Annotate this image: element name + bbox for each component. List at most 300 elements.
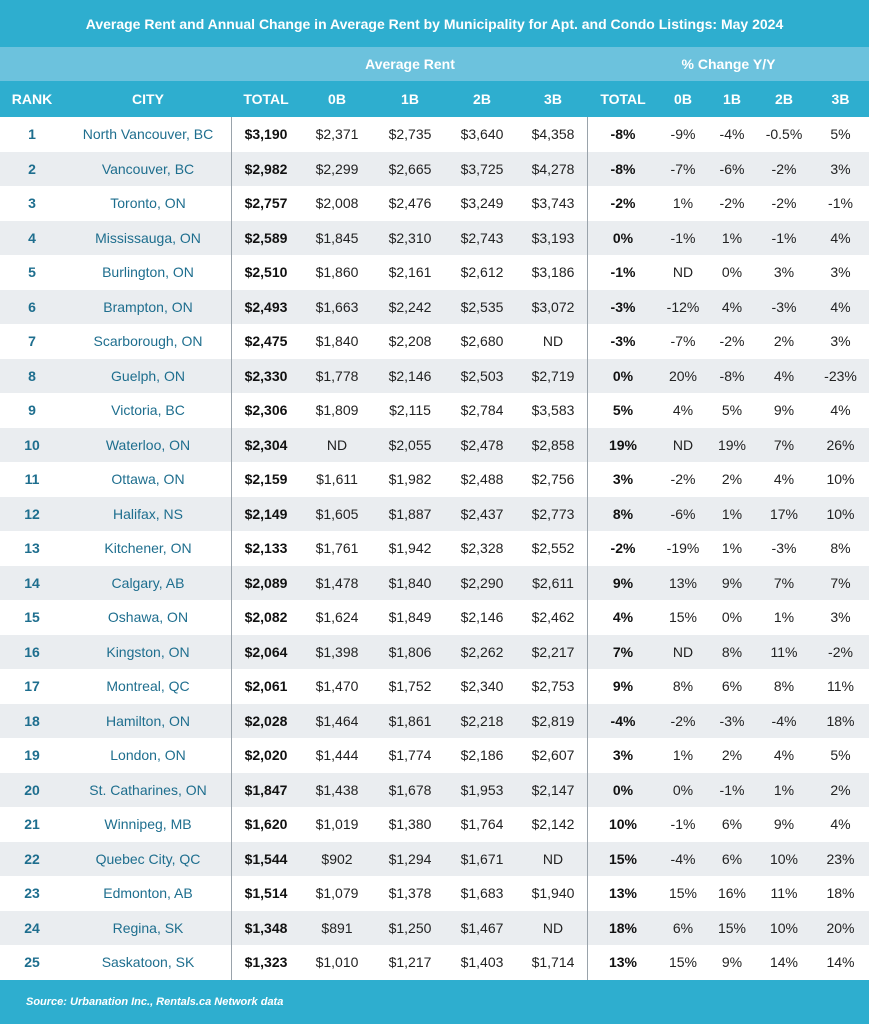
table-row: [0, 911, 869, 946]
rank-cell: 14: [0, 566, 64, 601]
chg-total-cell: 3%: [612, 747, 634, 764]
chg-1b-cell: -4%: [719, 126, 745, 143]
chg-total-cell: 19%: [588, 428, 658, 463]
chg-3b-cell: 14%: [826, 954, 855, 971]
avg-1b-cell: $2,161: [388, 264, 432, 281]
avg-total-cell: $1,323: [244, 954, 288, 971]
chg-0b-cell: ND: [658, 635, 708, 670]
rank-cell: 23: [24, 885, 40, 902]
avg-3b-cell: $2,719: [518, 359, 588, 394]
city-cell: Vancouver, BC: [64, 152, 232, 187]
chg-3b-cell: -23%: [812, 359, 869, 394]
city-cell: Mississauga, ON: [64, 221, 232, 256]
rank-cell: 17: [24, 678, 40, 695]
column-header-row: [0, 81, 869, 117]
avg-total-cell: $2,089: [232, 566, 300, 601]
chg-0b-cell: -7%: [670, 333, 696, 350]
city-cell: London, ON: [110, 747, 186, 764]
chg-2b-cell: 9%: [773, 402, 795, 419]
avg-total-cell: $2,475: [244, 333, 288, 350]
avg-total-cell: $2,082: [244, 609, 288, 626]
chg-total-cell: 8%: [588, 497, 658, 532]
avg-0b-cell: $2,008: [315, 195, 359, 212]
chg-1b-cell: 0%: [721, 609, 743, 626]
avg-total-cell: $1,847: [232, 773, 300, 808]
table-row: [0, 393, 869, 428]
chg-0b-cell: 13%: [658, 566, 708, 601]
chg-3b-cell: 2%: [812, 773, 869, 808]
chg-0b-cell: 8%: [672, 678, 694, 695]
chg-3b-cell: 4%: [812, 221, 869, 256]
rank-cell: 11: [24, 471, 40, 488]
avg-total-cell: $1,544: [232, 842, 300, 877]
avg-0b-cell: $891: [300, 911, 374, 946]
column-header-avg-0b: 0B: [328, 91, 346, 107]
avg-total-cell: $2,589: [232, 221, 300, 256]
table-row: [0, 600, 869, 635]
avg-3b-cell: $2,142: [531, 816, 575, 833]
chg-1b-cell: 1%: [708, 497, 756, 532]
chg-total-cell: 3%: [612, 471, 634, 488]
chg-total-cell: -3%: [610, 333, 636, 350]
chg-2b-cell: -2%: [756, 152, 812, 187]
avg-0b-cell: $2,299: [300, 152, 374, 187]
chg-total-cell: 13%: [608, 885, 638, 902]
chg-3b-cell: 4%: [830, 816, 851, 833]
avg-1b-cell: $2,310: [374, 221, 446, 256]
column-header-chg-3b: 3B: [831, 91, 850, 107]
city-cell: Winnipeg, MB: [104, 816, 192, 833]
chg-total-cell: -8%: [588, 152, 658, 187]
chg-total-cell: 4%: [612, 609, 634, 626]
chg-2b-cell: 4%: [773, 471, 795, 488]
chg-2b-cell: 7%: [756, 566, 812, 601]
table-row: [0, 945, 869, 980]
avg-total-cell: $3,190: [244, 126, 288, 143]
chg-0b-cell: -19%: [666, 540, 700, 557]
chg-0b-cell: -2%: [670, 471, 696, 488]
avg-total-cell: $2,149: [232, 497, 300, 532]
chg-total-cell: 0%: [588, 773, 658, 808]
chg-1b-cell: 19%: [708, 428, 756, 463]
chg-total-cell: -1%: [610, 264, 636, 281]
table-row: [0, 497, 869, 532]
avg-2b-cell: $2,784: [460, 402, 504, 419]
divider-rent-change: [587, 117, 588, 980]
avg-1b-cell: $1,982: [388, 471, 432, 488]
chg-0b-cell: -4%: [658, 842, 708, 877]
column-header-chg-total: TOTAL: [600, 91, 646, 107]
chg-2b-cell: -4%: [756, 704, 812, 739]
avg-1b-cell: $1,217: [388, 954, 432, 971]
avg-1b-cell: $2,146: [374, 359, 446, 394]
avg-1b-cell: $1,806: [374, 635, 446, 670]
city-cell: Kitchener, ON: [104, 540, 192, 557]
table-row: [0, 255, 869, 290]
chg-0b-cell: -2%: [658, 704, 708, 739]
avg-0b-cell: $902: [300, 842, 374, 877]
city-cell: Regina, SK: [64, 911, 232, 946]
avg-0b-cell: $1,079: [315, 885, 359, 902]
table-row: [0, 842, 869, 877]
avg-2b-cell: $3,725: [446, 152, 518, 187]
chg-2b-cell: -3%: [756, 290, 812, 325]
chg-1b-cell: 8%: [708, 635, 756, 670]
chg-1b-cell: 4%: [708, 290, 756, 325]
chg-total-cell: 9%: [612, 678, 634, 695]
avg-1b-cell: $2,476: [388, 195, 432, 212]
chg-1b-cell: 1%: [721, 540, 743, 557]
chg-3b-cell: 3%: [812, 152, 869, 187]
chg-0b-cell: 15%: [668, 954, 698, 971]
avg-2b-cell: $2,488: [460, 471, 504, 488]
avg-3b-cell: $2,773: [518, 497, 588, 532]
avg-0b-cell: $1,663: [300, 290, 374, 325]
city-cell: Quebec City, QC: [64, 842, 232, 877]
chg-1b-cell: 6%: [708, 842, 756, 877]
avg-1b-cell: $2,115: [389, 402, 431, 419]
avg-1b-cell: $1,849: [388, 609, 432, 626]
chg-3b-cell: -2%: [812, 635, 869, 670]
chg-3b-cell: 11%: [827, 678, 854, 695]
rank-cell: 18: [0, 704, 64, 739]
table-row: [0, 117, 869, 152]
avg-0b-cell: $1,778: [300, 359, 374, 394]
chg-3b-cell: 18%: [812, 704, 869, 739]
chg-3b-cell: 10%: [812, 497, 869, 532]
chg-1b-cell: 9%: [721, 954, 743, 971]
avg-total-cell: $1,348: [232, 911, 300, 946]
avg-3b-cell: ND: [542, 333, 564, 350]
avg-0b-cell: ND: [300, 428, 374, 463]
city-cell: Brampton, ON: [64, 290, 232, 325]
chg-total-cell: 0%: [588, 359, 658, 394]
chg-3b-cell: 4%: [830, 402, 851, 419]
column-header-avg-1b: 1B: [401, 91, 419, 107]
avg-1b-cell: $1,678: [374, 773, 446, 808]
avg-1b-cell: $2,242: [374, 290, 446, 325]
rank-cell: 12: [0, 497, 64, 532]
chg-total-cell: 15%: [588, 842, 658, 877]
avg-3b-cell: $2,819: [518, 704, 588, 739]
chg-1b-cell: 16%: [717, 885, 747, 902]
chg-2b-cell: -0.5%: [765, 126, 803, 143]
city-cell: Burlington, ON: [102, 264, 194, 281]
avg-2b-cell: $1,683: [460, 885, 504, 902]
table-row: [0, 566, 869, 601]
chg-2b-cell: 9%: [773, 816, 795, 833]
chg-0b-cell: 20%: [658, 359, 708, 394]
avg-2b-cell: $2,503: [446, 359, 518, 394]
avg-total-cell: $1,514: [244, 885, 288, 902]
avg-0b-cell: $1,611: [316, 471, 358, 488]
avg-0b-cell: $1,605: [300, 497, 374, 532]
chg-2b-cell: 10%: [756, 842, 812, 877]
chg-2b-cell: 11%: [770, 885, 798, 902]
divider-city-total: [231, 117, 232, 980]
avg-2b-cell: $1,953: [446, 773, 518, 808]
chg-1b-cell: -8%: [708, 359, 756, 394]
chg-3b-cell: 4%: [812, 290, 869, 325]
city-cell: Toronto, ON: [110, 195, 186, 212]
table-row: [0, 807, 869, 842]
chg-total-cell: 9%: [588, 566, 658, 601]
rank-cell: 9: [28, 402, 36, 419]
table-row: [0, 221, 869, 256]
avg-2b-cell: $2,437: [446, 497, 518, 532]
chg-0b-cell: -9%: [670, 126, 696, 143]
chg-2b-cell: 1%: [756, 773, 812, 808]
table-row: [0, 669, 869, 704]
chg-0b-cell: 0%: [658, 773, 708, 808]
avg-1b-cell: $1,752: [388, 678, 432, 695]
city-cell: Saskatoon, SK: [101, 954, 195, 971]
chg-2b-cell: 4%: [756, 359, 812, 394]
chg-1b-cell: -2%: [719, 195, 745, 212]
city-cell: North Vancouver, BC: [82, 126, 214, 143]
chg-3b-cell: 3%: [830, 264, 851, 281]
city-cell: Victoria, BC: [111, 402, 185, 419]
avg-0b-cell: $1,470: [315, 678, 359, 695]
avg-3b-cell: $3,583: [531, 402, 575, 419]
rank-cell: 2: [0, 152, 64, 187]
avg-1b-cell: $1,294: [374, 842, 446, 877]
avg-2b-cell: $1,467: [446, 911, 518, 946]
avg-0b-cell: $1,624: [315, 609, 359, 626]
chg-total-cell: -2%: [610, 195, 636, 212]
table-row: [0, 773, 869, 808]
table-title: Average Rent and Annual Change in Average Rent by Municipality for Apt. and Condo Listings: May 2024: [0, 0, 869, 47]
chg-0b-cell: -6%: [658, 497, 708, 532]
avg-1b-cell: $1,380: [388, 816, 432, 833]
avg-total-cell: $2,133: [244, 540, 288, 557]
avg-1b-cell: $2,208: [388, 333, 432, 350]
avg-3b-cell: $3,186: [531, 264, 575, 281]
avg-0b-cell: $1,010: [315, 954, 359, 971]
chg-total-cell: -3%: [588, 290, 658, 325]
chg-0b-cell: 1%: [672, 747, 694, 764]
avg-2b-cell: $3,249: [460, 195, 504, 212]
city-cell: Oshawa, ON: [107, 609, 189, 626]
chg-1b-cell: -6%: [708, 152, 756, 187]
avg-3b-cell: $2,217: [518, 635, 588, 670]
rank-cell: 20: [0, 773, 64, 808]
avg-2b-cell: $2,612: [460, 264, 504, 281]
avg-3b-cell: $2,607: [531, 747, 575, 764]
table-row: [0, 324, 869, 359]
avg-total-cell: $2,020: [244, 747, 288, 764]
avg-0b-cell: $2,371: [315, 126, 359, 143]
avg-0b-cell: $1,845: [300, 221, 374, 256]
chg-0b-cell: ND: [658, 428, 708, 463]
avg-2b-cell: $2,743: [446, 221, 518, 256]
chg-0b-cell: -1%: [658, 221, 708, 256]
table-row: [0, 876, 869, 911]
chg-3b-cell: 5%: [830, 126, 851, 143]
chg-1b-cell: 6%: [721, 678, 743, 695]
column-header-rank: RANK: [11, 91, 53, 107]
avg-2b-cell: $1,764: [460, 816, 504, 833]
avg-2b-cell: $1,403: [460, 954, 504, 971]
table-row: [0, 738, 869, 773]
avg-1b-cell: $1,887: [374, 497, 446, 532]
chg-total-cell: -8%: [610, 126, 636, 143]
avg-total-cell: $2,306: [244, 402, 288, 419]
rank-cell: 16: [0, 635, 64, 670]
avg-total-cell: $2,982: [232, 152, 300, 187]
avg-0b-cell: $1,438: [300, 773, 374, 808]
avg-2b-cell: $1,671: [446, 842, 518, 877]
rank-cell: 8: [0, 359, 64, 394]
table-row: [0, 186, 869, 221]
chg-total-cell: 7%: [588, 635, 658, 670]
avg-3b-cell: $2,756: [531, 471, 575, 488]
avg-total-cell: $2,757: [244, 195, 288, 212]
avg-3b-cell: $2,462: [531, 609, 575, 626]
avg-0b-cell: $1,464: [300, 704, 374, 739]
avg-3b-cell: ND: [518, 911, 588, 946]
chg-1b-cell: -1%: [708, 773, 756, 808]
avg-0b-cell: $1,019: [315, 816, 359, 833]
column-header-avg-total: TOTAL: [243, 91, 289, 107]
avg-0b-cell: $1,860: [315, 264, 359, 281]
avg-3b-cell: $4,278: [518, 152, 588, 187]
avg-total-cell: $2,304: [232, 428, 300, 463]
rank-cell: 25: [24, 954, 40, 971]
rank-cell: 6: [0, 290, 64, 325]
chg-1b-cell: 6%: [721, 816, 743, 833]
avg-0b-cell: $1,478: [300, 566, 374, 601]
chg-3b-cell: 3%: [830, 609, 851, 626]
city-cell: Edmonton, AB: [103, 885, 193, 902]
avg-total-cell: $2,493: [232, 290, 300, 325]
avg-2b-cell: $2,328: [460, 540, 504, 557]
avg-0b-cell: $1,444: [315, 747, 359, 764]
chg-0b-cell: -7%: [658, 152, 708, 187]
chg-3b-cell: 5%: [830, 747, 851, 764]
avg-total-cell: $2,064: [232, 635, 300, 670]
avg-3b-cell: $2,552: [531, 540, 575, 557]
table-row: [0, 359, 869, 394]
chg-2b-cell: -1%: [756, 221, 812, 256]
avg-0b-cell: $1,398: [300, 635, 374, 670]
avg-2b-cell: $3,640: [460, 126, 504, 143]
chg-3b-cell: 26%: [812, 428, 869, 463]
chg-total-cell: -2%: [610, 540, 636, 557]
chg-2b-cell: 1%: [773, 609, 795, 626]
avg-3b-cell: $2,753: [531, 678, 575, 695]
avg-2b-cell: $2,186: [460, 747, 504, 764]
chg-1b-cell: 15%: [708, 911, 756, 946]
rank-cell: 19: [24, 747, 40, 764]
chg-1b-cell: 1%: [708, 221, 756, 256]
avg-3b-cell: ND: [518, 842, 588, 877]
column-header-chg-2b: 2B: [775, 91, 793, 107]
avg-total-cell: $1,620: [244, 816, 288, 833]
chg-2b-cell: -3%: [771, 540, 797, 557]
avg-2b-cell: $2,535: [446, 290, 518, 325]
chg-3b-cell: -1%: [828, 195, 853, 212]
chg-3b-cell: 10%: [826, 471, 855, 488]
rank-cell: 24: [0, 911, 64, 946]
chg-1b-cell: -3%: [708, 704, 756, 739]
chg-3b-cell: 7%: [812, 566, 869, 601]
avg-1b-cell: $2,665: [374, 152, 446, 187]
column-header-city: CITY: [132, 91, 164, 107]
chg-0b-cell: 6%: [658, 911, 708, 946]
rank-cell: 7: [28, 333, 36, 350]
avg-1b-cell: $2,055: [374, 428, 446, 463]
avg-3b-cell: $3,193: [518, 221, 588, 256]
chg-total-cell: 18%: [588, 911, 658, 946]
city-cell: Waterloo, ON: [64, 428, 232, 463]
chg-3b-cell: 23%: [812, 842, 869, 877]
chg-0b-cell: 1%: [672, 195, 694, 212]
group-header-row: [0, 47, 869, 81]
city-cell: Calgary, AB: [64, 566, 232, 601]
city-cell: Ottawa, ON: [111, 471, 185, 488]
table-row: [0, 704, 869, 739]
column-header-avg-3b: 3B: [544, 91, 562, 107]
chg-2b-cell: 17%: [756, 497, 812, 532]
column-header-avg-2b: 2B: [473, 91, 491, 107]
table-row: [0, 635, 869, 670]
chg-total-cell: 0%: [588, 221, 658, 256]
chg-3b-cell: 3%: [830, 333, 851, 350]
column-header-chg-0b: 0B: [674, 91, 692, 107]
avg-1b-cell: $1,942: [388, 540, 432, 557]
avg-3b-cell: $3,743: [531, 195, 575, 212]
avg-1b-cell: $1,774: [388, 747, 432, 764]
chg-0b-cell: -1%: [670, 816, 696, 833]
avg-1b-cell: $1,378: [388, 885, 432, 902]
city-cell: Kingston, ON: [64, 635, 232, 670]
table-row: [0, 428, 869, 463]
chg-1b-cell: 2%: [721, 747, 743, 764]
chg-0b-cell: 4%: [672, 402, 694, 419]
chg-2b-cell: 3%: [773, 264, 795, 281]
chg-3b-cell: 8%: [830, 540, 851, 557]
avg-0b-cell: $1,809: [315, 402, 359, 419]
avg-0b-cell: $1,761: [315, 540, 359, 557]
rank-cell: 22: [0, 842, 64, 877]
avg-total-cell: $2,028: [232, 704, 300, 739]
chg-1b-cell: 5%: [721, 402, 743, 419]
avg-total-cell: $2,159: [244, 471, 288, 488]
chg-2b-cell: 11%: [756, 635, 812, 670]
city-cell: Hamilton, ON: [64, 704, 232, 739]
avg-2b-cell: $2,290: [446, 566, 518, 601]
group-header-average-rent: Average Rent: [365, 56, 455, 72]
chg-total-cell: 10%: [608, 816, 638, 833]
avg-2b-cell: $2,680: [460, 333, 504, 350]
rank-cell: 4: [0, 221, 64, 256]
table-body: [0, 117, 869, 980]
table-row: [0, 152, 869, 187]
rank-cell: 5: [28, 264, 36, 281]
chg-2b-cell: 7%: [756, 428, 812, 463]
table-row: [0, 531, 869, 566]
chg-2b-cell: 2%: [773, 333, 795, 350]
source-note: Source: Urbanation Inc., Rentals.ca Network data: [0, 980, 869, 1024]
chg-total-cell: 13%: [608, 954, 638, 971]
chg-3b-cell: 18%: [826, 885, 855, 902]
chg-1b-cell: -2%: [719, 333, 745, 350]
rank-cell: 3: [28, 195, 36, 212]
chg-1b-cell: 2%: [721, 471, 743, 488]
chg-2b-cell: 8%: [773, 678, 795, 695]
chg-total-cell: -4%: [588, 704, 658, 739]
